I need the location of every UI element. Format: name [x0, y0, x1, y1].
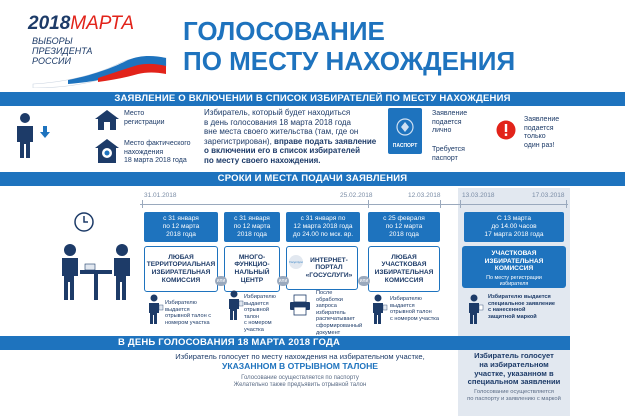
home-icon	[94, 109, 120, 131]
timeline-date-2: 25.02.2018	[340, 192, 373, 199]
center-uik	[368, 246, 440, 292]
location-home-icon	[94, 138, 120, 164]
gosuslugi-badge: Госуслуги	[289, 255, 303, 269]
period-tik-text: с 31 января по 12 марта 2018 года	[162, 215, 200, 238]
consultation-illustration	[58, 240, 134, 304]
logo-line-1: ВЫБОРЫ	[32, 36, 73, 46]
center-gosuslugi-text: ИНТЕРНЕТ- ПОРТАЛ «ГОСУСЛУГИ»	[305, 256, 353, 279]
voting-day-left-small: Голосование осуществляется по паспорту Желательно также предъявить отрывной талон	[233, 375, 367, 389]
connector-or-1: или	[216, 278, 226, 284]
section-deadlines-bar: СРОКИ И МЕСТА ПОДАЧИ ЗАЯВЛЕНИЯ	[0, 172, 625, 186]
person-icon	[14, 112, 36, 158]
special-application-voter-icon	[466, 294, 484, 324]
uik-subtitle: По месту регистрации избирателя	[486, 274, 542, 288]
voting-day-left-bold: УКАЗАННОМ В ОТРЫВНОМ ТАЛОНЕ	[221, 361, 379, 371]
center-tik	[144, 246, 218, 292]
section-application-bar: ЗАЯВЛЕНИЕ О ВКЛЮЧЕНИИ В СПИСОК ИЗБИРАТЕЛЕЙ ПО МЕСТУ НАХОЖДЕНИЯ	[0, 92, 625, 106]
voting-day-left-text	[144, 352, 456, 389]
timeline-date-5: 17.03.2018	[532, 192, 565, 199]
voting-day-right-bold: Избиратель голосует на избирательном участке, указанном в специальном заявлении	[467, 351, 561, 387]
voting-day-right-text	[462, 352, 566, 403]
note-uik: Избирателю выдается отрывной талон с номером участка	[390, 296, 439, 322]
passport-required-text: Требуется паспорт	[432, 146, 465, 162]
application-main-text	[204, 108, 386, 166]
period-gosuslugi	[286, 212, 360, 242]
section-voting-day-bar: В ДЕНЬ ГОЛОСОВАНИЯ 18 МАРТА 2018 ГОДА	[0, 336, 458, 350]
timeline-tick	[566, 200, 567, 208]
voting-day-right-small: Голосование осуществляется по паспорту и заявлению с маркой	[467, 389, 561, 402]
period-mfc-text: с 31 января по 12 марта 2018 года	[233, 215, 271, 238]
passport-word: ПАСПОРТ	[392, 143, 418, 149]
application-main-bold: вправе подать заявление о включении его в список избирателей по месту своего нахождения.	[204, 136, 377, 165]
once-only-text: Заявление подается только один раз!	[524, 116, 560, 149]
logo-line-3: РОССИИ	[32, 56, 71, 66]
page-title-line-2: ПО МЕСТУ НАХОЖДЕНИЯ	[183, 46, 516, 76]
mfc-voter-icon	[226, 290, 244, 320]
timeline-date-3: 12.03.2018	[408, 192, 441, 199]
timeline-tick	[368, 200, 369, 208]
timeline-tick	[142, 200, 143, 208]
logo-line-2: ПРЕЗИДЕНТА	[32, 46, 93, 56]
connector-or-3: или	[359, 278, 369, 284]
period-final-text: С 13 марта до 14.00 часов 17 марта 2018 года	[484, 215, 544, 238]
period-tik	[144, 212, 218, 242]
period-uik-text: с 25 февраля по 12 марта 2018 года	[383, 215, 425, 238]
logo-month: МАРТА	[70, 13, 135, 34]
timeline-date-1: 31.01.2018	[144, 192, 177, 199]
center-tik-text: ЛЮБАЯ ТЕРРИТОРИАЛЬНАЯ ИЗБИРАТЕЛЬНАЯ КОМИССИЯ	[146, 253, 216, 284]
uik-voter-icon	[370, 294, 388, 324]
connector-or-2: или	[278, 278, 288, 284]
actual-place-label: Место фактического нахождения 18 марта 2018 года	[124, 140, 191, 164]
voter-with-ballot-icon	[146, 294, 164, 324]
note-tik: Избирателю выдается отрывной талон с номером участка	[165, 300, 212, 326]
uik-title: УЧАСТКОВАЯ ИЗБИРАТЕЛЬНАЯ КОМИССИЯ	[484, 250, 544, 273]
note-mfc: Избирателю выдается отрывной талон с номером участка	[244, 294, 276, 333]
printer-icon	[289, 294, 311, 316]
period-mfc	[224, 212, 280, 242]
voting-day-left-plain: Избиратель голосует по месту нахождения на избирательном участке,	[175, 352, 425, 361]
registration-place-label: Место регистрации	[124, 110, 165, 126]
note-gosuslugi: После обработки запроса избиратель распечатывает сформированный документ	[316, 290, 363, 336]
arrow-down-icon	[40, 126, 50, 138]
apply-personally-text: Заявление подается лично	[432, 110, 468, 134]
clock-icon	[74, 212, 94, 232]
voting-day-bar-tail	[458, 336, 570, 350]
timeline-tick	[460, 200, 461, 208]
warning-icon	[496, 120, 516, 140]
timeline-date-4: 13.03.2018	[462, 192, 495, 199]
page-title	[183, 16, 603, 76]
period-final	[464, 212, 564, 242]
center-mfc	[224, 246, 280, 292]
flag-ribbon-icon	[28, 44, 168, 88]
application-main-plain: Избиратель, который будет находиться в день голосования 18 марта 2018 года вне места своего жительства (там, где он зарегистрирован),	[204, 108, 359, 146]
timeline-line	[140, 204, 568, 205]
uik-box	[462, 246, 566, 288]
period-gosuslugi-text: с 31 января по 12 марта 2018 года до 24.00 по мск. вр.	[292, 215, 354, 238]
timeline-tick	[440, 200, 441, 208]
logo-year: 2018	[28, 13, 71, 34]
center-mfc-text: МНОГО- ФУНКЦИО- НАЛЬНЫЙ ЦЕНТР	[234, 253, 270, 284]
note-special-application: Избирателю выдается специальное заявление с нанесенной защитной маркой	[488, 294, 556, 320]
center-uik-text: ЛЮБАЯ УЧАСТКОВАЯ ИЗБИРАТЕЛЬНАЯ КОМИССИЯ	[374, 253, 434, 284]
page-title-line-1: ГОЛОСОВАНИЕ	[183, 16, 385, 46]
period-uik	[368, 212, 440, 242]
logo	[28, 14, 168, 86]
